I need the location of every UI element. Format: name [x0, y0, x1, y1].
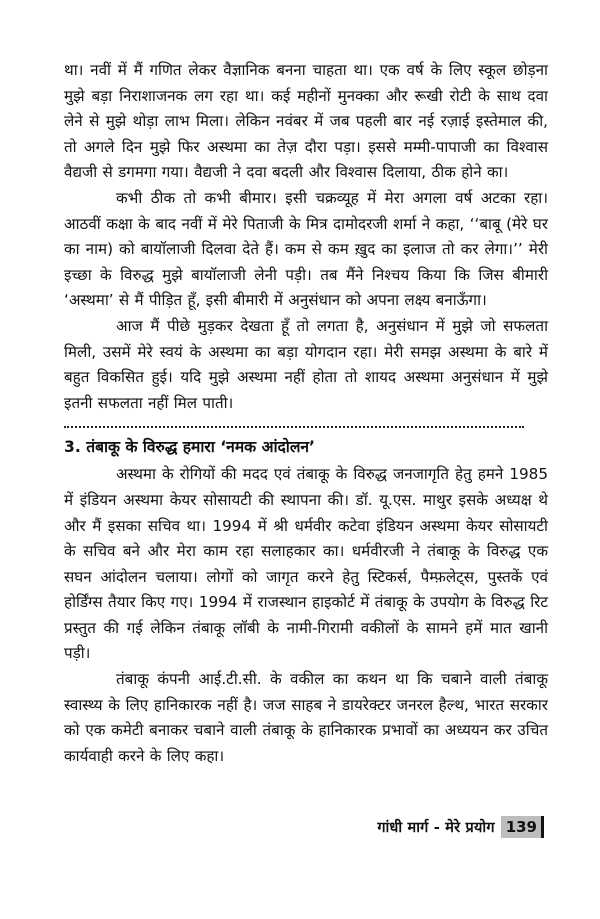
paragraph-chakravyuh: कभी ठीक तो कभी बीमार। इसी चक्रव्यूह में मेरा अगला वर्ष अटका रहा। आठवीं कक्षा के बाद नवीं में मेरे पिताजी के मित्र दामोदरजी शर्मा ने कहा, ‘‘बाबू (मेरे घर का नाम) को बायॉलाजी दिलवा देते हैं। कम से कम ख़ुद का इलाज तो कर लेगा।’’ मेरी इच्छा के विरुद्ध मुझे बायॉलाजी लेनी पड़ी। तब मैंने निश्चय किया कि जिस बीमारी ‘अस्थमा’ से मैं पीड़ित हूँ, इसी बीमारी में अनुसंधान को अपना लक्ष्य बनाऊँगा।	[64, 188, 548, 310]
paragraph-continuation: था। नवीं में मैं गणित लेकर वैज्ञानिक बनना चाहता था। एक वर्ष के लिए स्कूल छोड़ना मुझे बड़ा निराशाजनक लग रहा था। कई महीनों मुनक्का और रूखी रोटी के साथ दवा लेने से मुझे थोड़ा लाभ मिला। लेकिन नवंबर में जब पहली बार नई रज़ाई इस्तेमाल की, तो अगले दिन मुझे फिर अस्थमा का तेज़ दौरा पड़ा। इससे मम्मी-पापाजी का विश्वास वैद्यजी से डगमगा गया। वैद्यजी ने दवा बदली और विश्वास दिलाया, ठीक होने का।	[64, 61, 548, 182]
section-heading: 3. तंबाकू के विरुद्ध हमारा ‘नमक आंदोलन’	[64, 438, 315, 457]
paragraph-asthma-society: अस्थमा के रोगियों की मदद एवं तंबाकू के विरुद्ध जनजागृति हेतु हमने 1985 में इंडियन अस्थमा केयर सोसायटी की स्थापना की। डॉ. यू.एस. माथुर इसके अध्यक्ष थे और मैं इसका सचिव था। 1994 में श्री धर्मवीर कटेवा इंडियन अस्थमा केयर सोसायटी के सचिव बने और मेरा काम रहा सलाहकार का। धर्मवीरजी ने तंबाकू के विरुद्ध एक सघन आंदोलन चलाया। लोगों को जागृत करने हेतु स्टिकर्स, पैम्फ़लेट्स, पुस्तकें एवं होर्डिंग्स तैयार किए गए। 1994 में राजस्थान हाइकोर्ट में तंबाकू के उपयोग के विरुद्ध रिट प्रस्तुत की गई लेकिन तंबाकू लॉबी के नामी-गिरामी वकीलों के सामने हमें मात खानी पड़ी।	[64, 465, 548, 663]
page-number-badge: 139	[501, 816, 544, 838]
paragraph-looking-back: आज मैं पीछे मुड़कर देखता हूँ तो लगता है, अनुसंधान में मुझे जो सफलता मिली, उसमें मेरे स्वयं के अस्थमा का बड़ा योगदान रहा। मेरी समझ अस्थमा के बारे में बहुत विकसित हुई। यदि मुझे अस्थमा नहीं होता तो शायद अस्थमा अनुसंधान में मुझे इतनी सफलता नहीं मिल पाती।	[64, 316, 548, 412]
paragraph-itc-lawyer: तंबाकू कंपनी आई.टी.सी. के वकील का कथन था कि चबाने वाली तंबाकू स्वास्थ्य के लिए हानिकारक नहीं है। जज साहब ने डायरेक्टर जनरल हैल्थ, भारत सरकार को एक कमेटी बनाकर चबाने वाली तंबाकू के हानिकारक प्रभावों का अध्ययन कर उचित कार्यवाही करने के लिए कहा।	[64, 670, 548, 765]
section-divider	[64, 426, 524, 428]
running-title: गांधी मार्ग - मेरे प्रयोग	[377, 820, 495, 836]
page-body	[64, 58, 548, 769]
page-footer	[377, 816, 544, 838]
